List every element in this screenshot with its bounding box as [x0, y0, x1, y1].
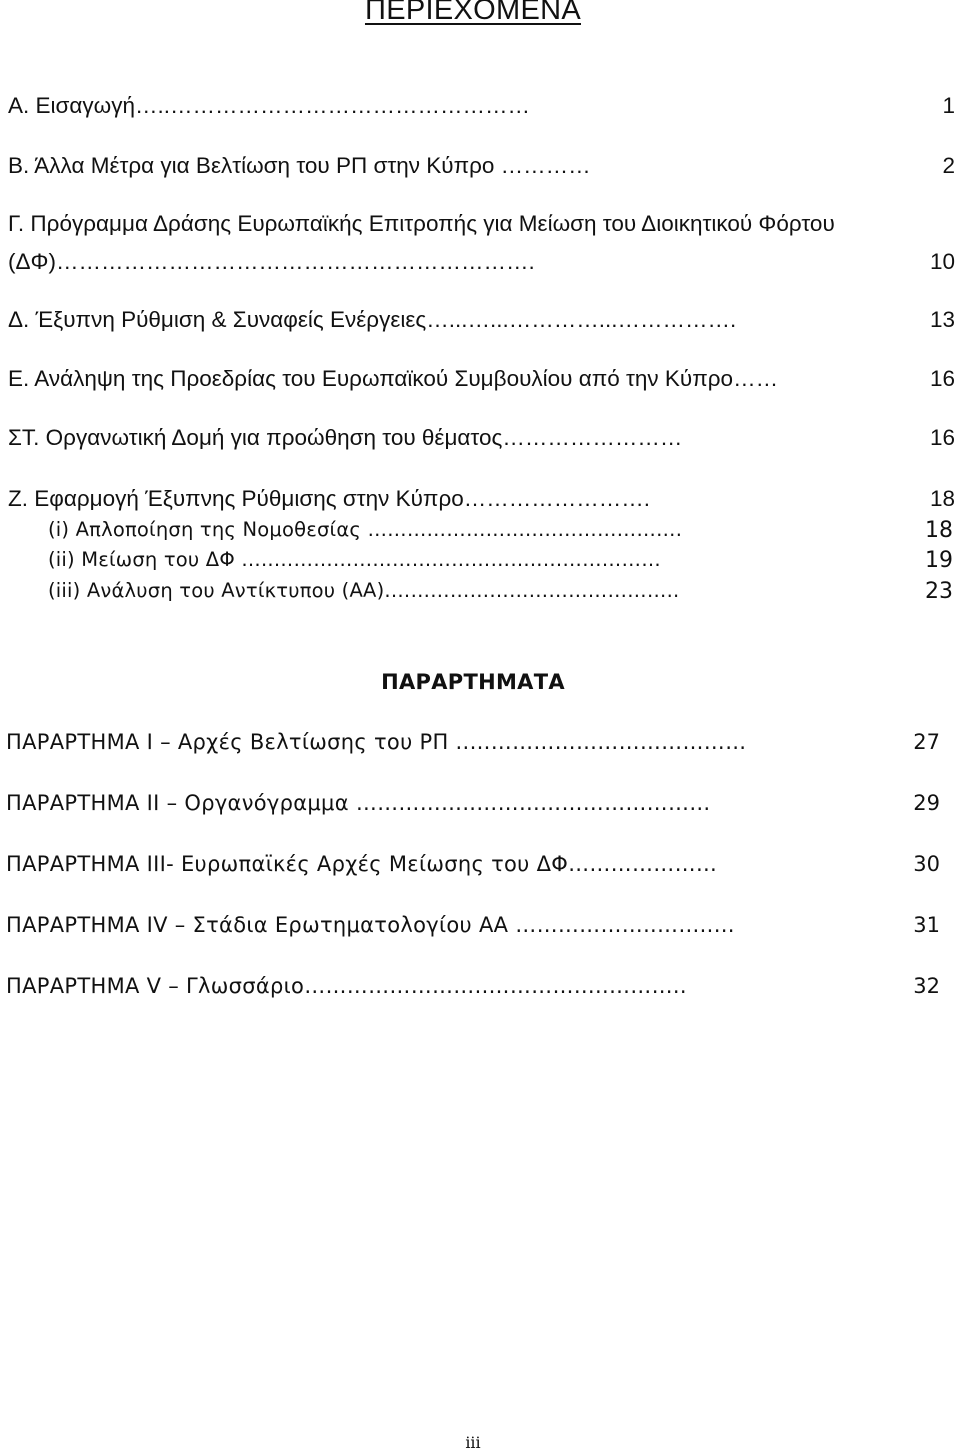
toc-entry-st-page: 16 [929, 425, 955, 450]
toc-entry-c [8, 205, 888, 281]
toc-entry-st: ΣΤ. Οργανωτική Δομή για προώθηση του θέματος…………………… [8, 425, 683, 450]
toc-entry-d: Δ. Έξυπνη Ρύθμιση & Συναφείς Ενέργειες…...…...…………...……………. [8, 307, 737, 332]
appendix-entry-4-page: 31 [913, 913, 940, 937]
toc-entry-a-page: 1 [942, 93, 955, 118]
toc-entry-b-page: 2 [942, 153, 955, 178]
toc-subsection-ii: (ii) Μείωση του ΔΦ …..…………………………………..……………… [48, 548, 661, 571]
toc-entry-a: Α. Εισαγωγή…..………………………………………… [8, 93, 530, 118]
appendix-entry-1-page: 27 [913, 730, 940, 754]
toc-entry-z-page: 18 [929, 486, 955, 511]
toc-entry-d-page: 13 [929, 307, 955, 332]
appendix-heading: ΠΑΡΑΡΤΗΜΑΤΑ [381, 670, 565, 694]
appendix-entry-4: ΠΑΡΑΡΤΗΜΑ IV – Στάδια Ερωτηματολογίου ΑΑ ………………..……..… [6, 913, 735, 937]
toc-subsection-i-page: 18 [925, 518, 953, 543]
toc-entry-b: Β. Άλλα Μέτρα για Βελτίωση του ΡΠ στην Κύπρο ………… [8, 153, 591, 178]
document-title: ΠΕΡΙΕΧΟΜΕΝΑ [364, 0, 581, 26]
appendix-entry-2-page: 29 [913, 791, 940, 815]
toc-subsection-iii-page: 23 [925, 579, 953, 604]
toc-entry-e: Ε. Ανάληψη της Προεδρίας του Ευρωπαϊκού Συμβουλίου από την Κύπρο…… [8, 366, 779, 391]
appendix-entry-3-page: 30 [913, 852, 940, 876]
toc-entry-c-text: Γ. Πρόγραμμα Δράσης Ευρωπαϊκής Επιτροπής για Μείωση του Διοικητικού Φόρτου (ΔΦ)………………………………………………………. [8, 211, 835, 274]
appendix-entry-5: ΠΑΡΑΡΤΗΜΑ V – Γλωσσάριο……………………..……………..……….. [6, 974, 687, 998]
toc-entry-z: Ζ. Εφαρμογή Έξυπνης Ρύθμισης στην Κύπρο……………………. [8, 486, 651, 511]
appendix-entry-3: ΠΑΡΑΡΤΗΜΑ ΙΙΙ- Ευρωπαϊκές Αρχές Μείωσης του ΔΦ………………… [6, 852, 718, 876]
toc-entry-c-page: 10 [929, 249, 955, 274]
toc-entry-e-page: 16 [929, 366, 955, 391]
toc-subsection-i: (i) Απλοποίηση της Νομοθεσίας ……………………..…………………. [48, 518, 683, 541]
appendix-entry-2: ΠΑΡΑΡΤΗΜΑ ΙΙ – Οργανόγραμμα ……………..…………………………… [6, 791, 711, 815]
page-number: iii [465, 1433, 481, 1452]
appendix-entry-5-page: 32 [913, 974, 940, 998]
appendix-entry-1: ΠΑΡΑΡΤΗΜΑ Ι – Αρχές Βελτίωσης του ΡΠ ..………………………………… [6, 730, 747, 754]
toc-subsection-iii: (iii) Ανάλυση του Αντίκτυπου (ΑΑ).…………………………………….. [48, 579, 680, 602]
toc-subsection-ii-page: 19 [925, 548, 953, 573]
